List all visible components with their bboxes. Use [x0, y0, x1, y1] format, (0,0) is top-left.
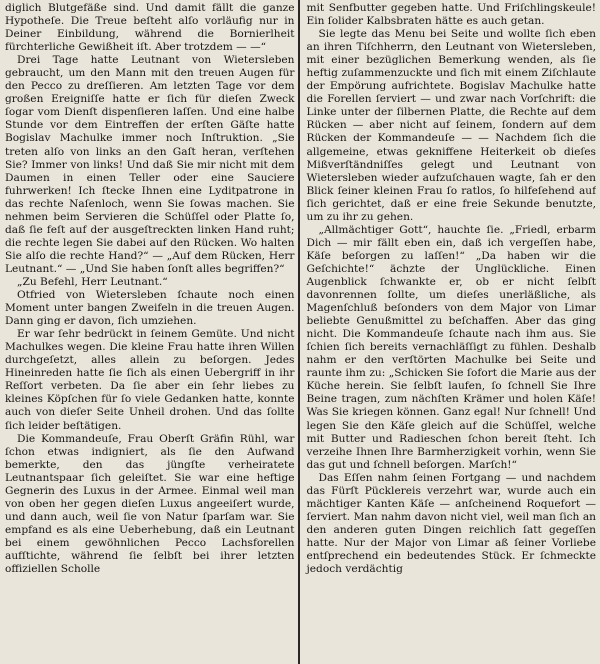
column-divider	[298, 0, 300, 664]
paragraph: Sie legte das Menu bei Seite und wollte ſich eben an ihren Tiſchherrn, den Leutnant von Wietersleben, mit einer bezüglichen Bemerkung wenden, als ſie heftig zuſammenzuckte und ſich mit einem Ziſchlaute der Empörung aufrichtete. Bogislav Machulke hatte die Forellen ſerviert — und zwar nach Vorſchrift: die Linke unter der ſilbernen Platte, die Rechte auf dem Rücken — aber nicht auf ſeinem, ſondern auf dem Rücken der Kommandeuſe — — Nachdem ſich die allgemeine, etwas gekniffene Heiterkeit ob dieſes Mißverſtändniſſes gelegt und Leutnant von Wietersleben wieder aufzuſchauen wagte, ſah er den Blick ſeiner kleinen Frau ſo ratlos, ſo hilfeſehend auf ſich gerichtet, daß er eine freie Sekunde benutzte, um zu ihr zu gehen.	[306, 28, 596, 223]
paragraph: Das Eſſen nahm ſeinen Fortgang — und nachdem das Fürſt Pücklereis verzehrt war, wurde auch ein mächtiger Kanten Käſe — anſcheinend Roquefort — ſerviert. Man nahm davon nicht viel, weil man ſich an den anderen guten Dingen reichlich ſatt gegeſſen hatte. Nur der Major von Limar aß ſeiner Vorliebe entſprechend ein bedeutendes Stück. Er ſchmeckte jedoch verdächtig	[306, 471, 596, 576]
right-column	[301, 2, 597, 664]
paragraph: Otfried von Wietersleben ſchaute noch einen Moment unter bangen Zweifeln in die treuen Augen. Dann ging er davon, ſich umziehen.	[5, 289, 295, 328]
paragraph: Die Kommandeuſe, Frau Oberſt Gräfin Rühl, war ſchon etwas indigniert, als ſie den Aufwand bemerkte, den das jüngſte verheiratete Leutnantspaar ſich geleiſtet. Sie war eine heftige Gegnerin des Luxus in der Armee. Einmal weil man von oben her gegen dieſen Luxus angeeiſert wurde, und dann auch, weil ſie von Natur ſparſam war. Sie empfand es als eine Ueberhebung, daß ein Leutnant bei einem gewöhnlichen Pecco Lachsforellen aufſtichte, während ſie ſelbſt bei ihrer letzten offiziellen Scholle	[5, 432, 295, 576]
paragraph: „Zu Befehl, Herr Leutnant.“	[17, 275, 168, 288]
paragraph: Drei Tage hatte Leutnant von Wietersleben gebraucht, um den Mann mit den treuen Augen für den Pecco zu dreſſieren. Am letzten Tage vor dem großen Ereigniſſe hatte er ſich für dieſen Zweck ſogar vom Dienſt dispenſieren laſſen. Und eine halbe Stunde vor dem Eintreffen der erſten Gäſte hatte Bogislav Machulke immer noch Inſtruktion. „Sie treten alſo von links an den Gaſt heran, verſtehen Sie? Immer von links! Und daß Sie mir nicht mit dem Daumen in einen Teller oder eine Sauciere fuhrwerken! Ich ſtecke Ihnen eine Lyditpatrone in das rechte Naſenloch, wenn Sie ſowas machen. Sie nehmen beim Servieren die Schüſſel oder Platte ſo, daß ſie feſt auf der ausgeſtreckten linken Hand ruht; die rechte legen Sie dabei auf den Rücken. Wo halten Sie alſo die rechte Hand?“ — „Auf dem Rücken, Herr Leutnant.“ — „Und Sie haben ſonſt alles begriffen?“	[5, 54, 295, 275]
left-column	[5, 2, 301, 664]
paragraph: mit Senfbutter gegeben hatte. Und Friſchlingskeule! Ein ſolider Kalbsbraten hätte es auch getan.	[306, 2, 596, 28]
paragraph: Er war ſehr bedrückt in ſeinem Gemüte. Und nicht Machulkes wegen. Die kleine Frau hatte ihren Willen durchgeſetzt, alles allein zu beſorgen. Jedes Hineinreden hatte ſie ſich als einen Uebergriff in ihr Reſſort verbeten. Da ſie aber ein ſehr liebes zu kleines Köpſchen für ſo viele Gedanken hatte, konnte auch von dieſer Seite Unheil drohen. Und das ſollte ſich leider beſtätigen.	[5, 328, 295, 432]
paragraph: „Allmächtiger Gott“, hauchte ſie. „Friedl, erbarm Dich — mir fällt eben ein, daß ich vergeſſen habe, Käſe beſorgen zu laſſen!“ „Da haben wir die Geſchichte!“ ächzte der Unglückliche. Einen Augenblick ſchwankte er, ob er nicht ſelbſt davonrennen ſollte, um dieſes unerläßliche, als Magenſchluß beſonders von dem Major von Limar beliebte Genußmittel zu beſchaffen. Aber das ging nicht. Die Kommandeuſe ſchaute nach ihm aus. Sie ſchien ſich bereits vernachläſſigt zu fühlen. Deshalb nahm er den verſtörten Machulke bei Seite und raunte ihm zu: „Schicken Sie ſofort die Marie aus der Küche herein. Sie ſelbſt laufen, ſo ſchnell Sie Ihre Beine tragen, zum nächſten Krämer und holen Käſe! Was Sie kriegen können. Ganz egal! Nur ſchnell! Und legen Sie den Käſe gleich auf die Schüſſel, welche mit Butter und Radieschen ſchon bereit ſteht. Ich verzeihe Ihnen Ihre Barmherzigkeit vorhin, wenn Sie das gut und ſchnell beſorgen. Marſch!“	[306, 223, 596, 471]
paragraph: diglich Blutgefäße sind. Und damit fällt die ganze Hypotheſe. Die Treue beſteht alſo vorläufig nur in Deiner Einbildung, während die Bornierlheit fürchterliche Gewißheit iſt. Aber trotzdem — —“	[5, 2, 295, 54]
